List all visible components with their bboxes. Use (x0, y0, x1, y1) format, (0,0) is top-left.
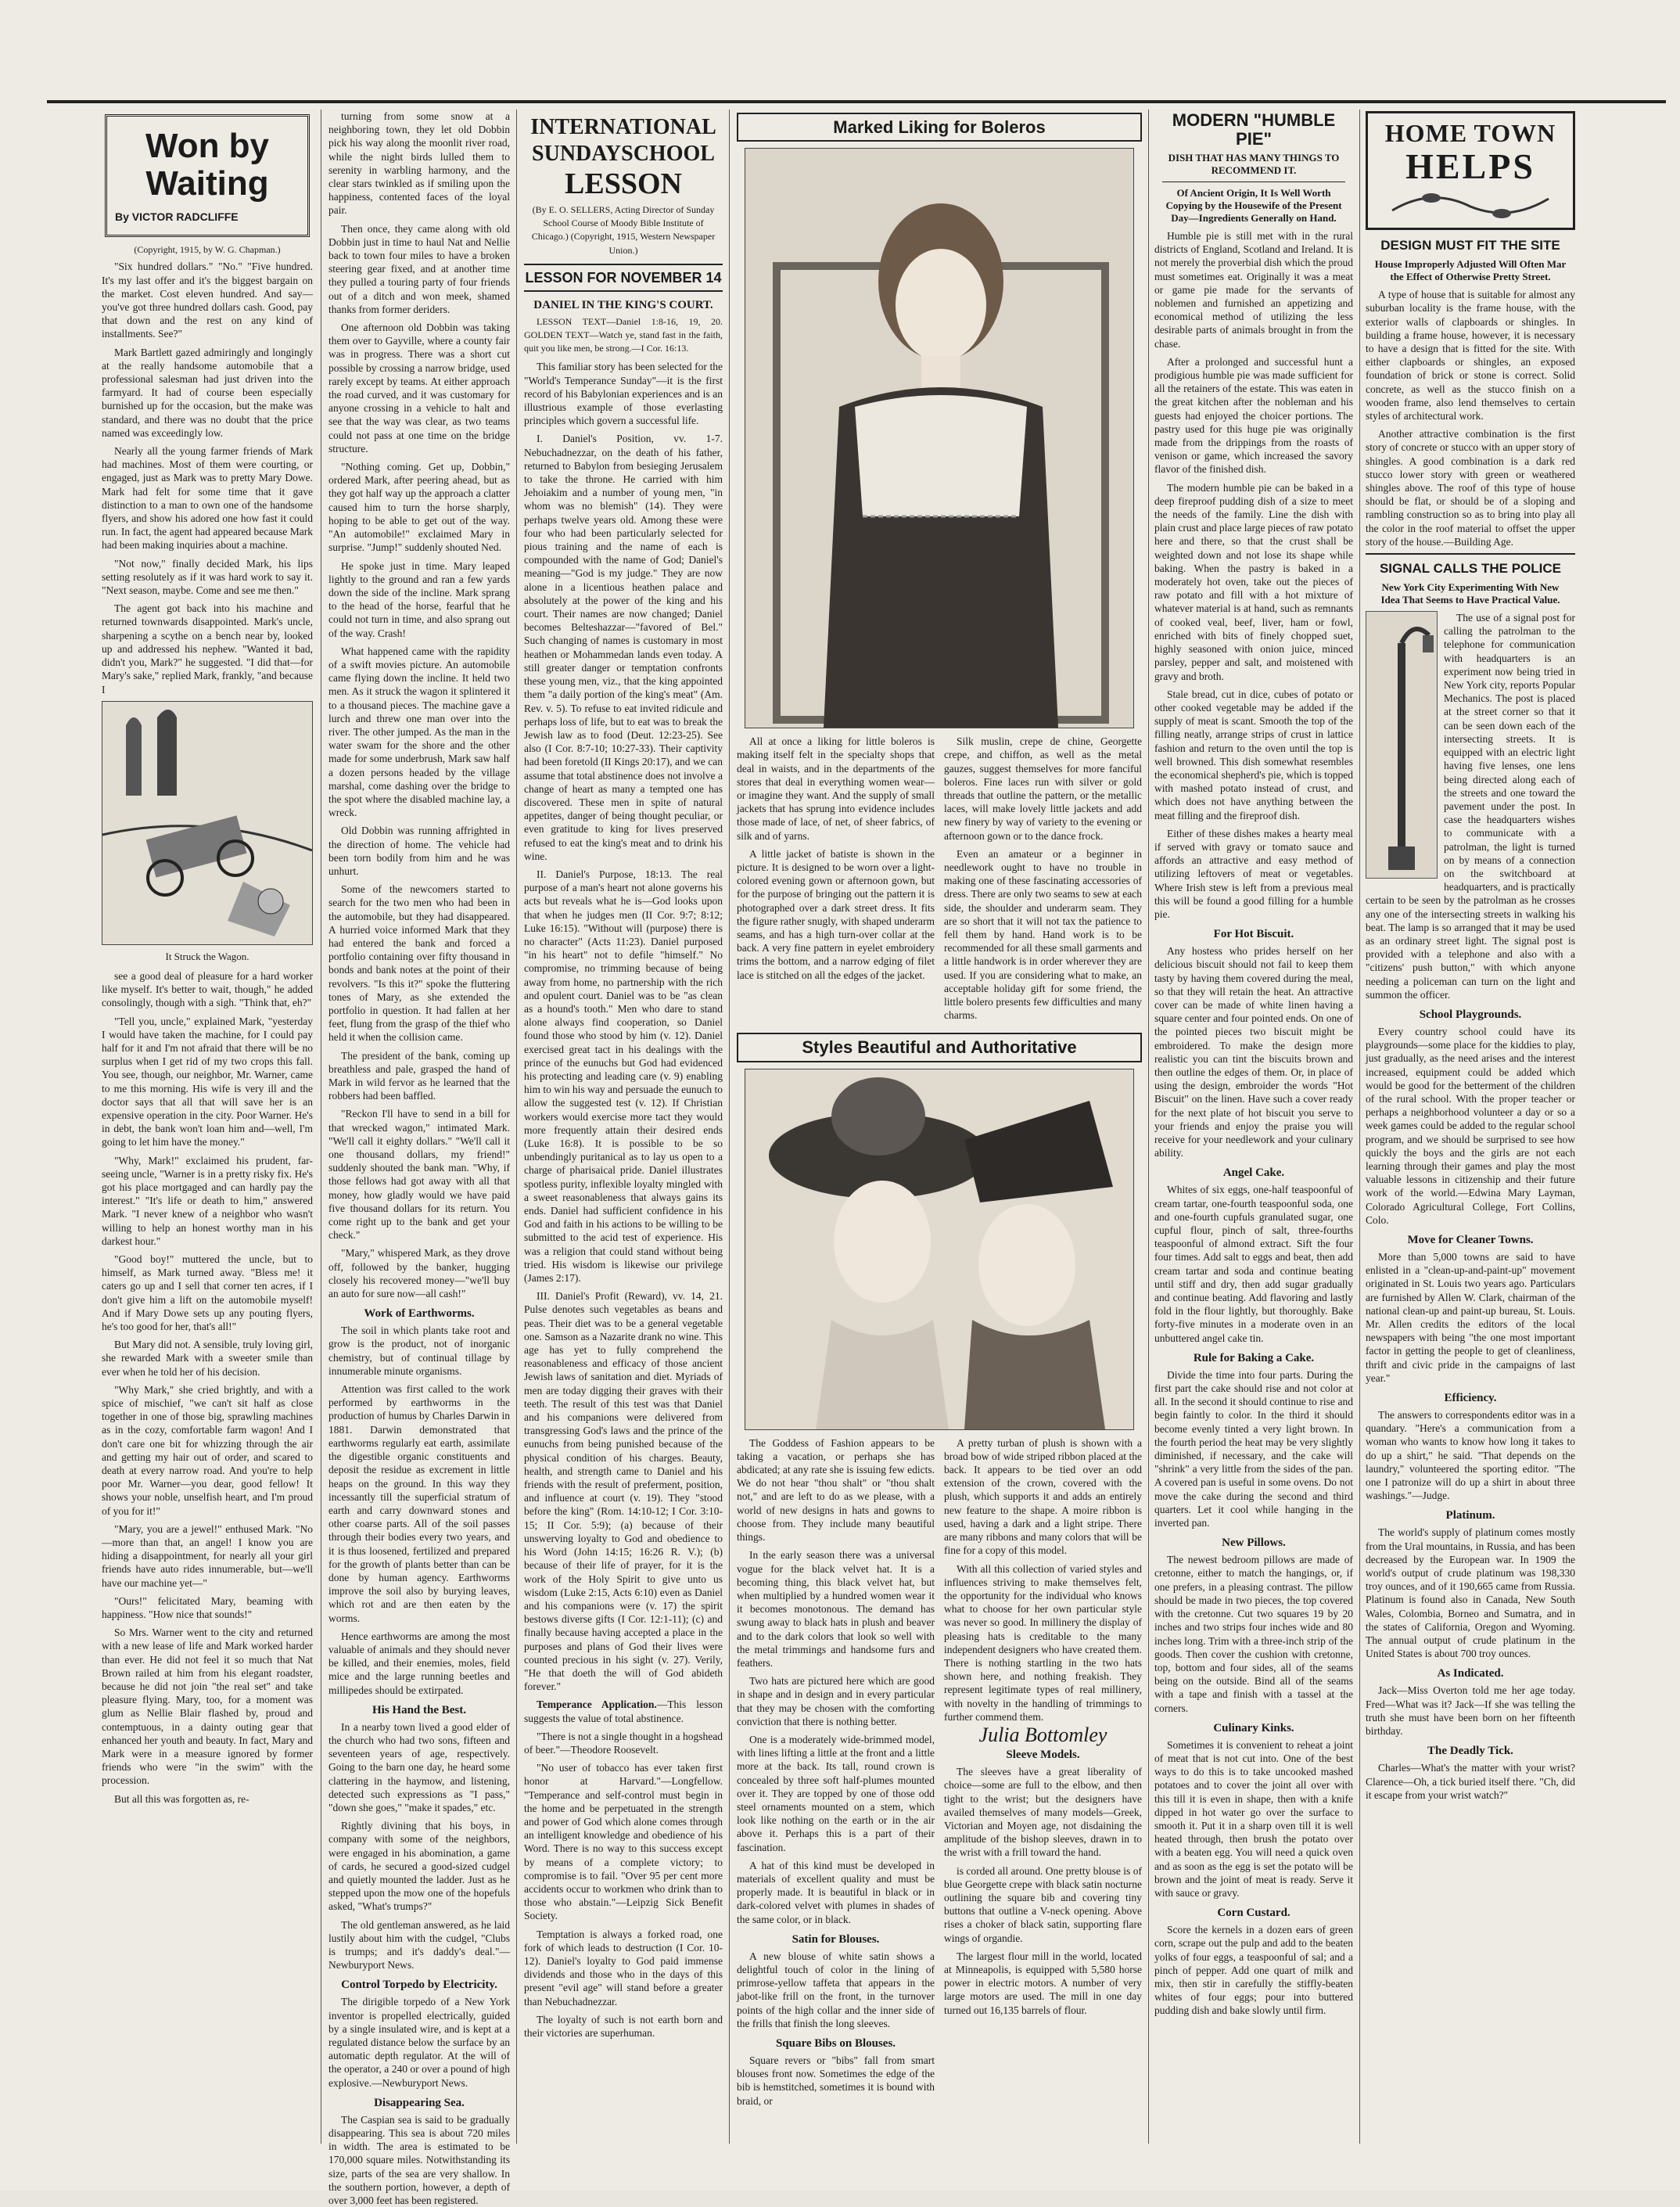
paragraph: Another attractive combination is the first story of concrete or stucco with an upper story of shingles. A good combination is a dark red stucco lower story with green or weathered shingles above. The roof of this type of house should be flat, or should be of a sloping and rambling construction so as to bring into play all the color in the roof material to offset the upper story of the house.—Building Age. (1366, 428, 1575, 548)
heading-platinum: Platinum. (1445, 1509, 1495, 1522)
paragraph: III. Daniel's Profit (Reward), vv. 14, 21. Pulse denotes such vegetables as beans and peas. Their diet was to be a general vegetable one. Samson as a Nazarite drank no wine. This age has yet to fully comprehend the reasonableness and efficacy of those ancient Jewish laws of sanitation and diet. Myriads of men are today digging their graves with their teeth. The result of this test was that Daniel and his companions were delivered from transgressing God's laws and the prince of the eunuchs from being punished because of the physical condition of his charges. Beauty, health, and strength came to Daniel and his friends with the result of preferment, position, and influence at court (v. 19). They "stood before the king" (Rom. 14:10-12; I Cor. 3:10-15; II Cor. 5:9); (a) because of their unswerving loyalty to God and obedience to his Word (John 14:15; 16:26 R. V.); (b) because of their life of prayer, for it is the work of the Holy Spirit to give unto us wisdom (Luke 2:15, Acts 6:10) even as Daniel and his companions were (v. 17) the spirit bestows diverse gifts (I Cor. 12:1-11); (c) and finally because having accepted a place in the purposes and plans of God their lives were counted precious in his sight (v. 27). Verily, "He that doeth the will of God abideth forever." (524, 1290, 723, 1693)
paragraph: is corded all around. One pretty blouse is of blue Georgette crepe with black satin nocturne outlining the square bib and covering tiny buttons that outline a V-neck opening. Above rises a choker of black satin, supporting flare wings of organdie. (944, 1864, 1142, 1944)
column-rule (729, 110, 730, 2144)
paragraph: Divide the time into four parts. During the first part the cake should rise and not color at all. In the second it should continue to rise and begin faintly to color. In the third it should become evenly tinted a very light brown. In the fourth period the heat may be very slightly diminished, if necessary, and the cake will "shrink" a very little from the sides of the pan. A covered pan is useful in some ovens. Do not move the cake during the second and third quarters. Let it cool while hanging in the inverted pan. (1154, 1368, 1353, 1529)
text-column (737, 1436, 935, 2112)
paragraph: In a nearby town lived a good elder of the church who had two sons, fifteen and seventeen years of age, respectively. Going to the barn one day, he heard some clattering in the haymow, and listening, detected such expressions as "I pass," "down she goes," "make it spades," etc. (328, 1720, 510, 1813)
masthead-line: HELPS (1405, 146, 1535, 186)
article-title: MODERN "HUMBLE PIE" (1172, 110, 1336, 149)
paragraph: "No user of tobacco has ever taken first honor at Harvard."—Longfellow. "Temperance and self-control must begin in the home and be perpetuated in the strength and power of God which alone comes through an intelligent knowledge and obedience of his Word. There is no way to this success except by means of a complete victory; to compromise is to fail. "Over 95 per cent more accidents occur to workmen who drink than to those who abstain."—Leipzig Sick Benefit Society. (524, 1762, 723, 1922)
story-byline: By VICTOR RADCLIFFE (115, 210, 239, 223)
paragraph: The largest flour mill in the world, located at Minneapolis, is equipped with 5,580 horse power in electric motors. A number of very large motors are used. The mill in one day turned out 16,135 barrels of flour. (944, 1950, 1142, 2016)
story-copyright: (Copyright, 1915, by W. G. Chapman.) (134, 244, 281, 256)
helps-masthead (1366, 111, 1575, 230)
article-subdeck: Of Ancient Origin, It Is Well Worth Copying by the Housewife of the Present Day—Ingredients Generally on Hand. (1165, 187, 1342, 224)
top-rule (47, 100, 1666, 103)
heading-as-indicated: As Indicated. (1437, 1667, 1504, 1680)
paragraph: Two hats are pictured here which are good in shape and in design and in every particular that they may be chosen with the comforting conviction that there is nothing better. (737, 1675, 935, 1727)
column-rule (1359, 110, 1360, 2144)
illustration-signal-post (1366, 611, 1438, 879)
story-won-by-waiting (102, 110, 313, 2159)
paragraph: After a prolonged and successful hunt a prodigious humble pie was made sufficient for all the retainers of the estate. This was eaten in the great kitchen after the nobleman and his guests had enjoyed the choicer portions. The pastry used for this huge pie was originally made from the drippings from the roasts of venison or game, which increased the savory flavor of the finished dish. (1154, 355, 1353, 476)
paragraph: A new blouse of white satin shows a delightful touch of color in the lining of primrose-yellow taffeta that appears in the jabot-like frill on the front, in the turnover points of the high collar and the inner side of the frills that finish the long sleeves. (737, 1950, 935, 2029)
paragraph: Mark Bartlett gazed admiringly and longingly at the really handsome automobile that a professional salesman had just driven into the farmyard. It had of course been especially burnished up for the occasion, but the make was standard, and there was no doubt that the price named was exceedingly low. (102, 346, 313, 439)
lesson-subtitle: DANIEL IN THE KING'S COURT. (533, 298, 713, 311)
heading-temperance: Temperance Application. (537, 1698, 657, 1711)
illustration-hats (745, 1069, 1134, 1430)
paragraph: Old Dobbin was running affrighted in the direction of home. The vehicle had been torn bodily from him and he was unhurt. (328, 825, 510, 877)
heading-signal: SIGNAL CALLS THE POLICE (1366, 553, 1575, 578)
paragraph: All at once a liking for little boleros is making itself felt in the specialty shops that deal in waists, and in the departments of the stores that deal in everything women wear—or imagine they want. And the supply of small jackets that has sprung into evidence includes those made of lace, of net, of sheer fabrics, of silk and of yarns. (737, 735, 935, 842)
paragraph: With all this collection of varied styles and influences striving to make themselves felt, the opportunity for the individual who knows what to choose for her own particular style was never so good. In millinery the display of pleasing hats is creditable to the many independent designers who have created them. There is nothing startling in the two hats shown here, and nothing freakish. They represent legitimate types of real millinery, with novelty in the handling of trimmings to further commend them. (944, 1562, 1142, 1723)
masthead-line: INTERNATIONAL (530, 115, 716, 139)
paragraph: In the early season there was a universal vogue for the black velvet hat. It is a becoming thing, this black velvet hat, but when multiplied by a hundred women wear it it becomes monotonous. The demand has swung away to black hats in plush and beaver and to the dark colors that look so well with the metal trimmings and handsome furs and feathers. (737, 1549, 935, 1669)
paragraph: Rightly divining that his boys, in company with some of the neighbors, were engaged in his abomination, a game of cards, he secured a good-sized cudgel and quietly mounted the ladder. Just as he stepped upon the mow one of the hopefuls asked, "What's trumps?" (328, 1820, 510, 1913)
paragraph: Then once, they came along with old Dobbin just in time to haul Nat and Nellie back to town four miles to have a broken steering gear fixed, and at another time they pulled a touring party of four friends out of a ditch and won meek, shamed thanks from former deriders. (328, 222, 510, 315)
lesson-title-box (524, 264, 723, 292)
column-rule (516, 110, 517, 2144)
text-column (737, 735, 935, 1026)
heading-angel-cake: Angel Cake. (1222, 1166, 1285, 1180)
paragraph: Square revers or "bibs" fall from smart blouses front now. Sometimes the edge of the bib is hemstitched, sometimes it is bound with braid, or (737, 2054, 935, 2107)
heading-earthworms: Work of Earthworms. (364, 1307, 475, 1321)
paragraph: Silk muslin, crepe de chine, Georgette crepe, and chiffon, as well as the metal gauzes, suggest themselves for more fanciful boleros. Fine laces run with silver or gold threads that outline the pattern, or the metallic laces, will make lovely little jackets and add new finery by way of variety to the evening or afternoon gown or to the dance frock. (944, 735, 1142, 842)
paragraph: I. Daniel's Position, vv. 1-7. Nebuchadnezzar, on the death of his father, returned to Babylon from besieging Jerusalem to take the throne. He carried with him Jehoiakim and a number of young men, "in whom was no blemish" (14). They were perhaps twelve years old. Among these were four who had been particularly selected for pious training and the name of each is compounded with the name of God; Daniel's meaning—"God is my judge." They are now alone in a licentious heathen palace and absolutely at the power of the king and his court. Their names are now changed; Daniel becomes Belteshazzar—"favored of Bel." Such changing of names is customary in most heathen or Mohammedan lands even today. A still greater danger or temptation confronts these young men, viz., that the king appointed them "a daily portion of the king's meat" (Am. Rev. v. 5). To refuse to eat invited ridicule and perhaps loss of life, but to eat was to break the Jewish law as to food (Deut. 12:23-25). See also (I Cor. 8:7-10; 10:27-33). Their captivity had been foretold (II Kings 20:17), and we can assume that total abstinence does not involve a change of heart as many a tempted one has discovered. These men in spite of natural appetites, danger of being thought peculiar, or even gratitude to king for lives preserved refused to eat the king's meat and to drink his wine. (524, 433, 723, 862)
heading-square-bibs: Square Bibs on Blouses. (775, 2037, 896, 2050)
deck-signal: New York City Experimenting With New Idea That Seems to Have Practical Value. (1380, 581, 1560, 606)
paragraph: Jack—Miss Overton told me her age today. Fred—What was it? Jack—If she was telling the truth she must have been born on her fifteenth birthday. (1366, 1684, 1575, 1738)
heading-pillows: New Pillows. (1222, 1537, 1286, 1550)
home-town-helps (1366, 110, 1575, 2159)
author-signature: Julia Bottomley (978, 1723, 1107, 1746)
vine-ornament-icon (1384, 187, 1556, 218)
paragraph: Hence earthworms are among the most valuable of animals and they should never be killed, and their enemies, moles, field mice and the large running beetles and millipedes should be extirpated. (328, 1630, 510, 1696)
paragraph: The world's supply of platinum comes mostly from the Ural mountains, in Russia, and has been decreased by the European war. In 1909 the world's output of crude platinum was 198,330 troy ounces, and of it 190,665 came from Russia. Platinum is found also in Canada, New South Wales, Colombia, Borneo and Sumatra, and in the states of California, Oregon and Wyoming. The annual output of crude platinum in the United States is about 700 troy ounces. (1366, 1526, 1575, 1660)
paragraph: "Not now," finally decided Mark, his lips setting resolutely as if it was hard work to say it. "Next season, maybe. Come and see me then." (102, 557, 313, 597)
paragraph: The agent got back into his machine and returned townwards disappointed. Mark's uncle, sharpening a scythe on a bench near by, looked up and addressed his nephew. "Wanted it bad, didn't you, Mark?" he suggested. "I did that—for Mary's sake," replied Mark, frankly, "and because I (102, 602, 313, 696)
paragraph: He spoke just in time. Mary leaped lightly to the ground and ran a few yards down the side of the incline. Mark sprang to the head of the horse, fearful that he could not turn in time, and also sprang out of the way. Crash! (328, 559, 510, 639)
paragraph: Attention was first called to the work performed by earthworms in the production of humus by Charles Darwin in 1881. Darwin demonstrated that earthworms regularly eat earth, assimilate the digestible organic constituents and deposit the residue as excrement in little heaps on the ground. In this way they incessantly till the superficial stratum of earth and carry downward stones and other coarse parts. All of the soil passes through their bodies every two years, and it is thus loosened, fertilized and prepared for the growth of plants better than can be done by human agency. Earthworms improve the soil also by burying leaves, which rot and are then eaten by the worms. (328, 1383, 510, 1624)
paragraph: So Mrs. Warner went to the city and returned with a new lease of life and Mark worked harder than ever. He did not feel it so much that Nat Brown railed at him from his elegant roadster, because he did not join "the real set" and take pleasure flying. Mary, too, for a moment was glum as Nellie Blair flashed by, proud and contemptuous, in a dainty outing gear that enhanced her youth and beauty. In fact, Mary and Mark were in a measure ignored by former friends who were "in the swim" with the procession. (102, 1626, 313, 1787)
paragraph: Sometimes it is convenient to reheat a joint of meat that is not cut into. One of the best ways to do this is to take uncooked mashed potatoes and to cover the joint all over with this till it is even in shape, then with a knife dipped in hot water go over the surface to smooth it. Put it in a sharp oven till it is well heated through, then brush the potato over with a beaten egg. You will need a quick oven and as soon as the egg is set the potato will be brown and the joint of meat is ready. Serve it with sauce or gravy. (1154, 1738, 1353, 1899)
paragraph: But all this was forgotten as, re- (114, 1792, 249, 1805)
bolero-text-columns (737, 735, 1142, 1026)
paragraph: turning from some snow at a neighboring town, they let old Dobbin pick his way along the moonlit river road, while the night birds lulled them to serenity in warbling harmony, and the clear stars twinkled as if smiling upon the happiness, contented faces of the loyal pair. (328, 110, 510, 217)
story-continuation (328, 110, 510, 2207)
illustration-bolero-woman (745, 148, 1134, 728)
paragraph: The newest bedroom pillows are made of cretonne, either to match the hangings, or, if one prefers, in a pleasing contrast. The pillow should be made in two pieces, the top covered with the cretonne. Cut two squares 19 by 20 inches and two strips four inches wide and 80 inches long. Trim with a three-inch strip of the goods. Then cover the cushion with cretonne, top, bottom and four sides, all of the seams being on the outside. Bind all of the seams with a tape and finish with a tassel at the corners. (1154, 1554, 1353, 1714)
paragraph-text: —This lesson suggests the value of total abstinence. (524, 1698, 723, 1724)
paragraph: Temptation is always a forked road, one fork of which leads to destruction (I Cor. 10-12). Daniel's loyalty to God paid immense dividends and those who in the days of this present "evil age" will stand before a greater than Nebuchadnezzar. (524, 1928, 723, 2008)
heading-culinary-kinks: Culinary Kinks. (1213, 1721, 1294, 1734)
text-column (944, 735, 1142, 1026)
paragraph: The soil in which plants take root and grow is the product, not of inorganic chemistry, but of continual tillage by innumerable minute organisms. (328, 1325, 510, 1377)
heading-his-hand: His Hand the Best. (372, 1703, 466, 1716)
paragraph: Whites of six eggs, one-half teaspoonful of cream tartar, one-fourth teaspoonful soda, one and one-fourth cupfuls granulated sugar, one cupful flour, pinch of salt, three-fourths teaspoonful of almond extract. Sift the four four times. Add salt to eggs and beat, then add cream tartar and soda and continue beating until stiff and dry, then add sugar gradually and continue beating. Add flavoring and lastly fold in the flour lightly, but thoroughly. Bake forty-five minutes in a moderate oven in an unbuttered angel cake tin. (1154, 1184, 1353, 1344)
lesson-masthead (524, 114, 723, 200)
paragraph: "Six hundred dollars." "No." "Five hundred. It's my last offer and it's the biggest bargain on the market. Cost eleven hundred. And say—you've got three hundred dollars cash. Good, pay that down and the rest on any kind of installments. See?" (102, 261, 313, 340)
paragraph: The loyalty of such is not earth born and their victories are superhuman. (524, 2013, 723, 2039)
paragraph: The sleeves have a great liberality of choice—some are full to the elbow, and then tight to the wrist; but the designers have availed themselves of many models—Greek, Victorian and Moyen age, not disdaining the amplitude of the bishop sleeves, drawn in to the wrist with a frill toward the hand. (944, 1766, 1142, 1859)
paragraph: "Ours!" felicitated Mary, beaming with happiness. "How nice that sounds!" (102, 1594, 313, 1621)
paragraph: "Tell you, uncle," explained Mark, "yesterday I would have taken the machine, for I could pay half for it and I'm not afraid that there will be no surplus when I get rid of my two crops this fall. You see, though, our neighbor, Mr. Warner, came to me this morning. His wife is very ill and the doctor says that all that will save her is an expensive operation in the city. Poor Warner. He's in debt, the bank won't loan him and—well, I'm going to let him have the money." (102, 1015, 313, 1148)
paragraph: A little jacket of batiste is shown in the picture. It is designed to be worn over a light-colored evening gown or afternoon gown, but for the purpose of bringing out the pattern it is photographed over a dark street dress. It fits the figure rather snugly, with shaped underarm seams, and has a high turn-over collar at the back. A very fine pattern in eyelet embroidery trims the bottom, and a narrow edging of filet lace is stitched on all the edges of the jacket. (737, 847, 935, 981)
paragraph: One afternoon old Dobbin was taking them over to Gayville, where a county fair was in progress. There was a short cut possible by crossing a narrow bridge, used rarely except by teams. At either approach the road curved, and it was customary for anyone crossing in a vehicle to halt and see that the way was clear, as two teams could not pass at one time on the bridge structure. (328, 322, 510, 455)
heading-sleeves: Sleeve Models. (1006, 1749, 1080, 1762)
paragraph: "Mary, you are a jewel!" enthused Mark. "No—more than that, an angel! I know you are hiding a disappointment, for nearly all your girl friends have auto rides innumerable, but—we'll have our machine yet—" (102, 1522, 313, 1589)
paragraph: Nearly all the young farmer friends of Mark had machines. Most of them were courting, or engaged, just as Mark was to pretty Mary Dowe. Mark had felt for some time that it gave distinction to a man to own one of the handsome flyers, and show his adored one how fast it could run. In fact, the agent had appeared because Mark had been making inquiries about a machine. (102, 445, 313, 552)
heading-satin: Satin for Blouses. (792, 1932, 880, 1946)
banner-styles: Styles Beautiful and Authoritative (737, 1033, 1142, 1062)
paragraph: II. Daniel's Purpose, 18:13. The real purpose of a man's heart not alone governs his acts but reveals what he is—God looks upon that when he judges men (II Cor. 9:7; 8:12; Luke 16:15). "Without will (purpose) there is no character" (Acts 11:23). Daniel purposed "in his heart" not to defile "himself." No compromise, no trimming because of being away from home, no partnership with the rich and opulent court. Daniel was to be "as clean as a hound's tooth." Men who dare to stand alone always find cooperation, so Daniel found those who stood by him (v. 12). Daniel exercised great tact in his dealings with the prince of the eunuchs but God had evidenced his protecting and leading care (v. 9) enabling him to win his way and persuade the eunuch to allow the suggested test (v. 12). If Christian workers would exercise more tact they would more frequently attain their desired ends (Luke 16:8). It is possible to be so unbendingly puritanical as to lay us open to a charge of pharisaical pride. Daniel illustrates spotless purity, inflexible loyalty mingled with a sweet reasonableness that always gains its ends. Daniel had sufficient confidence in his God and faith in his actions to be willing to be submitted to the acid test of experience. His was a religion that could stand without being tried. His wisdom is likewise our privilege (James 2:17). (524, 868, 723, 1285)
text-column (944, 1436, 1142, 2112)
heading-rule-cake: Rule for Baking a Cake. (1193, 1351, 1315, 1364)
deck-design: House Improperly Adjusted Will Often Mar the Effect of Otherwise Pretty Street. (1374, 258, 1567, 283)
paragraph: The dirigible torpedo of a New York inventor is propelled electrically, guided by a single insulated wire, and is kept at a regulated distance below the surface by an automatic depth regulator. At the will of the operator, a 240 or over a pound of high explosive.—Newburyport News. (328, 1996, 510, 2089)
paragraph: What happened came with the rapidity of a swift movies picture. An automobile came flying down the incline. It held two men. As it struck the wagon it splintered it to a thousand pieces. The machine gave a lurch and threw one man over into the river. The other jumped. As the man in the water swam for the shore and the other made for some underbrush, Mark saw half a dozen persons headed by the village marshal, come dashing over the bridge to the spot where the disabled machine lay, a wreck. (328, 645, 510, 819)
banner-boleros: Marked Liking for Boleros (737, 113, 1142, 142)
paragraph: A type of house that is suitable for almost any suburban locality is the frame house, with the exterior walls of clapboards or shingles. In building a frame house, however, it is necessary to have a design that is fitted for the site. With either clapboards or shingles, an exposed foundation of brick or stone is correct. Solid concrete, as well as the stucco finish on a wooden frame, also lend themselves to certain styles of architectural work. (1366, 289, 1575, 422)
paragraph: Charles—What's the matter with your wrist? Clarence—Oh, a tick buried itself there. "Ch, did it escape from your wrist watch?" (1366, 1762, 1575, 1801)
paragraph: Any hostess who prides herself on her delicious biscuit should not fail to keep them tasty by having them covered during the meal, so that they will retain the heat. An attractive cover can be made of white linen having a square center and four pointed ends. On one of the pointed pieces two biscuit might be embroidered. To make the design more realistic you can tint the biscuits brown and then outline the edges of them. Or, in place of using the design, embroider the words "Hot Biscuit" on the linen. Have such a cover ready for the next plate of hot biscuit you serve to your friends and enjoy the praise you will receive for your needlework and your culinary ability. (1154, 945, 1353, 1159)
lesson-text: LESSON TEXT—Daniel 1:8-16, 19, 20. GOLDEN TEXT—Watch ye, stand fast in the faith, quit you like men, be strong.—I Cor. 16:13. (524, 315, 723, 354)
heading-disappearing-sea: Disappearing Sea. (374, 2096, 465, 2109)
heading-hot-biscuit: For Hot Biscuit. (1213, 928, 1294, 941)
article-deck: DISH THAT HAS MANY THINGS TO RECOMMEND IT. (1162, 152, 1345, 182)
illustration-caption: It Struck the Wagon. (165, 950, 249, 962)
lesson-credit: (By E. O. SELLERS, Acting Director of Sunday School Course of Moody Bible Institute of Chicago.) (Copyright, 1915, Western Newspaper Union.) (531, 204, 716, 256)
masthead-line: LESSON (565, 167, 682, 200)
paragraph: The Goddess of Fashion appears to be taking a vacation, or perhaps she has abdicated; at any rate she is issuing few edicts. We do not hear "thou shalt" or "thou shalt not," and are left to do as we please, with a world of new designs in hats and gowns to choose from. They include many beautiful things. (737, 1436, 935, 1544)
heading-torpedo: Control Torpedo by Electricity. (341, 1979, 497, 1992)
paragraph: Stale bread, cut in dice, cubes of potato or other cooked vegetable may be added if the supply of meat is scant. Smooth the top of the filling neatly, arrange strips of crust in lattice fashion and return to the oven until the top is well browned. This dish somewhat resembles the economical shepherd's pie, which is topped with mashed potato instead of crust, and which does not have anything between the meat filling and the fireproof dish. (1154, 688, 1353, 821)
paragraph: The use of a signal post for calling the patrolman to the telephone for communication with headquarters is an experiment now being tried in New York city, reports Popular Mechanics. The post is placed at the street corner so that it can be seen down each of the intersecting streets. It is equipped with an electric light having five lenses, one lens being directed along each of the streets and one toward the pavement under the post. In case the headquarters wishes to communicate with a patrolman, the light is turned on by means of a connection on the switchboard at headquarters, and is practically certain to be seen by the patrolman as he crosses any one of the intersecting streets in walking his beat. The lamp is so arranged that it may be used as an ordinary street light. The signal post is provided with a telephone and also with a "citizens' push button," with which anyone needing a policeman can turn on the light and summon the officer. (1366, 612, 1575, 1001)
paragraph: Score the kernels in a dozen ears of green corn, scrape out the pulp and add to the beaten yolks of four eggs, a teaspoonful of sal; and a pinch of pepper. Add one quart of milk and mix, then stir in carefully the stiffly-beaten whites of four eggs; pour into buttered pudding dish and bake slowly until firm. (1154, 1924, 1353, 2017)
paragraph: "Why, Mark!" exclaimed his prudent, far-seeing uncle, "Warner is in a pretty risky fix. He's got his place mortgaged and can hardly pay the interest." "It's life or death to him," answered Mark. "I never knew of a neighbor who wasn't willing to help an honest worthy man in his darkest hour." (102, 1154, 313, 1247)
masthead-line: HOME TOWN (1384, 119, 1556, 147)
heading-cleaner-towns: Move for Cleaner Towns. (1407, 1234, 1534, 1246)
paragraph: The Caspian sea is said to be gradually disappearing. This sea is about 720 miles in width. The area is estimated to be 170,000 square miles. Notwithstanding its size, parts of the sea are very shallow. In the southern portion, however, a depth of over 3,000 feet has been registered. (328, 2113, 510, 2207)
paragraph (524, 1698, 723, 1724)
paragraph: A pretty turban of plush is shown with a broad bow of wide striped ribbon placed at the back. It appears to be tied over an odd extension of the crown, covered with the plush, which supports it and adds an entirely new feature to the shape. A moire ribbon is used, having a dark and a light stripe. There are many ribbons and many colors that will be fine for a copy of this model. (944, 1436, 1142, 1557)
styles-text-columns (737, 1436, 1142, 2112)
column-rule (1148, 110, 1149, 2144)
paragraph: "Mary," whispered Mark, as they drove off, followed by the banker, hugging closely his recovered money—"we'll buy an auto for sure now—all cash!" (328, 1247, 510, 1300)
paragraph: The old gentleman answered, as he laid lustily about him with the cudgel, "Clubs is trumps; and it's daddy's deal."—Newburyport News. (328, 1918, 510, 1972)
paragraph: This familiar story has been selected for the "World's Temperance Sunday"—it is the first record of his Babylonian experiences and is an illustrious example of those everlasting principles which govern a successful life. (524, 361, 723, 427)
paragraph: see a good deal of pleasure for a hard worker like myself. It's better to wait, though," he added consolingly, though with a sigh. "Think that, eh?" (102, 969, 313, 1009)
heading-design: DESIGN MUST FIT THE SITE (1380, 238, 1560, 253)
paragraph: But Mary did not. A sensible, truly loving girl, she rewarded Mark with a sweeter smile than ever when he told her of his decision. (102, 1339, 313, 1378)
illustration-wagon-crash (102, 701, 313, 945)
heading-efficiency: Efficiency. (1444, 1392, 1497, 1405)
paragraph: "Good boy!" muttered the uncle, but to himself, as Mark turned away. "Bless me! it caters go up and I sell that corner ten acres, if I don't give him a lift on the automobile myself! And if Mary Dowe sets up any pouting flyers, he's too good for her, that's all!" (102, 1253, 313, 1332)
paragraph: Every country school could have its playgrounds—some place for the kiddies to play, just gradually, as the need arises and the interest increased, equipment could be added which would be good for the betterment of the children of the rural school. With the proper teacher or perhaps a neighborhood volunteer a day or so a week games could be added to the regular school program, and we should be surprised to see how quickly the boys and the girls are not each learning through their games and play the most valuable lessons in citizenship and their future work of the world.—Edwina Mary Layman, Colorado Agricultural College, Fort Collins, Colo. (1366, 1025, 1575, 1226)
paragraph: The modern humble pie can be baked in a deep fireproof pudding dish of a size to meet the needs of the family. Line the dish with plain crust and place large pieces of raw potato here and there, so that the crust shall be weighted down and not lose its shape while baking. When the pastry is baked in a moderately hot oven, take out the pieces of raw potato and fill with a hot mixture of whatever material is at hand, such as remnants of cooked veal, beef, liver, ham or fowl, enriched with bits of finely chopped suet, highly seasoned with onion juice, minced parsley, pepper and salt, and moistened with gravy and broth. (1154, 481, 1353, 682)
paragraph: "Reckon I'll have to send in a bill for that wrecked wagon," intimated Mark. "We'll call it eighty dollars." "We'll call it one thousand dollars, my friend!" suddenly shouted the bank man. "Why, if those fellows had got away with all that money, how gladly would we have paid five thousand dollars for its return. You come right up to the bank and get your check." (328, 1108, 510, 1242)
sunday-school-lesson (524, 110, 723, 2159)
paragraph: A hat of this kind must be developed in materials of excellent quality and must be properly made. It is beautiful in black or in dark-colored velvet with plumes in shades of the same color, or in black. (737, 1859, 935, 1925)
paragraph: One is a moderately wide-brimmed model, with lines lifting a little at the front and a little more at the back. Its tall, round crown is concealed by three soft half-plumes mounted over it. They are topped by one of those odd steel ornaments mounted on a stem, which look like nothing on the earth or in the air above it. Perhaps this is a part of their fascination. (737, 1733, 935, 1853)
story-title: Won by Waiting (145, 127, 270, 203)
paragraph: "There is not a single thought in a hogshead of beer."—Theodore Roosevelt. (524, 1730, 723, 1756)
heading-corn-custard: Corn Custard. (1217, 1907, 1291, 1920)
paragraph: "Nothing coming. Get up, Dobbin," ordered Mark, after peering ahead, but as they got half way up the approach a clatter caused him to turn the horse sharply, hoping to be able to get out of the way. "An automobile!" exclaimed Mary in surprise. "Jump!" suddenly shouted Ned. (328, 461, 510, 554)
heading-deadly-tick: The Deadly Tick. (1427, 1745, 1513, 1758)
story-title-box (105, 114, 310, 237)
signal-post-drawing (1366, 612, 1437, 878)
fashion-section (737, 110, 1142, 2159)
paragraph: Humble pie is still met with in the rural districts of England, Scotland and Ireland. It is not merely the proverbial dish which the proud must sometimes eat. Originally it was a meat or game pie made for the servants of noblemen and furnished an appetizing and economical method of utilizing the less desirable parts of animals brought in from the chase. (1154, 230, 1353, 350)
hats-drawing (745, 1069, 1133, 1429)
paragraph: "Why Mark," she cried brightly, and with a spice of mischief, "we can't sit half as close together in one of those big, sprawling machines as in the cozy, comfortable farm wagon! And I don't care one bit for whizzing through the air and getting my hair out of order, and scared to death at every narrow road. And you're to help poor Mr. Warner—you dear, good fellow! It shows your noble, unselfish heart, and I'm proud of you for it!" (102, 1383, 313, 1517)
paragraph: The answers to correspondents editor was in a quandary. "Here's a communication from a woman who wants to know how long it takes to do up a shirt," he said. "That depends on the laundry," volunteered the sporting editor. "The one I patronize will do up a shirt in about three washings."—Judge. (1366, 1409, 1575, 1502)
paragraph: Either of these dishes makes a hearty meal if served with gravy or tomato sauce and affords an attractive and easy method of utilizing leftovers of meat or vegetables. Where Irish stew is left from a previous meal this will be found a good filling for a humble pie. (1154, 827, 1353, 920)
humble-pie-article (1154, 110, 1353, 2159)
bolero-drawing (745, 149, 1133, 728)
paragraph: The president of the bank, coming up breathless and pale, grasped the hand of Mark in wild fervor as he learned that the robbers had been baffled. (328, 1049, 510, 1102)
paragraph: Some of the newcomers started to search for the two men who had been in the automobile, but they had disappeared. A hurried voice informed Mark that they had entered the bank and forced a portfolio containing over fifty thousand in bonds and bank notes at the point of their revolvers. "Is this it?" spoke the fluttering tones of Mary, as she extended the portfolio in question. It had fallen at her feet, flung from the grasp of the thief who held it when the collision came. (328, 883, 510, 1044)
paragraph: More than 5,000 towns are said to have enlisted in a "clean-up-and-paint-up" movement originated in St. Louis two years ago. Particulars are furnished by Allen W. Clark, chairman of the national clean-up and paint-up bureau, St. Louis. Mr. Allen credits the editors of the local newspapers with being "the one most important factor in getting the people to get of cleanliness, thrift and civic pride in the campaigns of last year." (1366, 1251, 1575, 1384)
heading-playgrounds: School Playgrounds. (1419, 1008, 1522, 1021)
crash-drawing (102, 702, 312, 944)
lesson-title: LESSON FOR NOVEMBER 14 (525, 269, 722, 286)
paragraph: Even an amateur or a beginner in needlework ought to have no trouble in making one of these fascinating accessories of dress. There are only two seams to sew at each side, the shoulder and underarm seam. They are so short that it will not tax the patience to fell them by hand. Hand work is to be recommended for all these small garments and a little handwork is in order wherever they are used. If you are considering what to make, an acceptable holiday gift for some friend, the little bolero presents few difficulties and many charms. (944, 847, 1142, 1022)
masthead-line: SUNDAYSCHOOL (532, 142, 715, 166)
